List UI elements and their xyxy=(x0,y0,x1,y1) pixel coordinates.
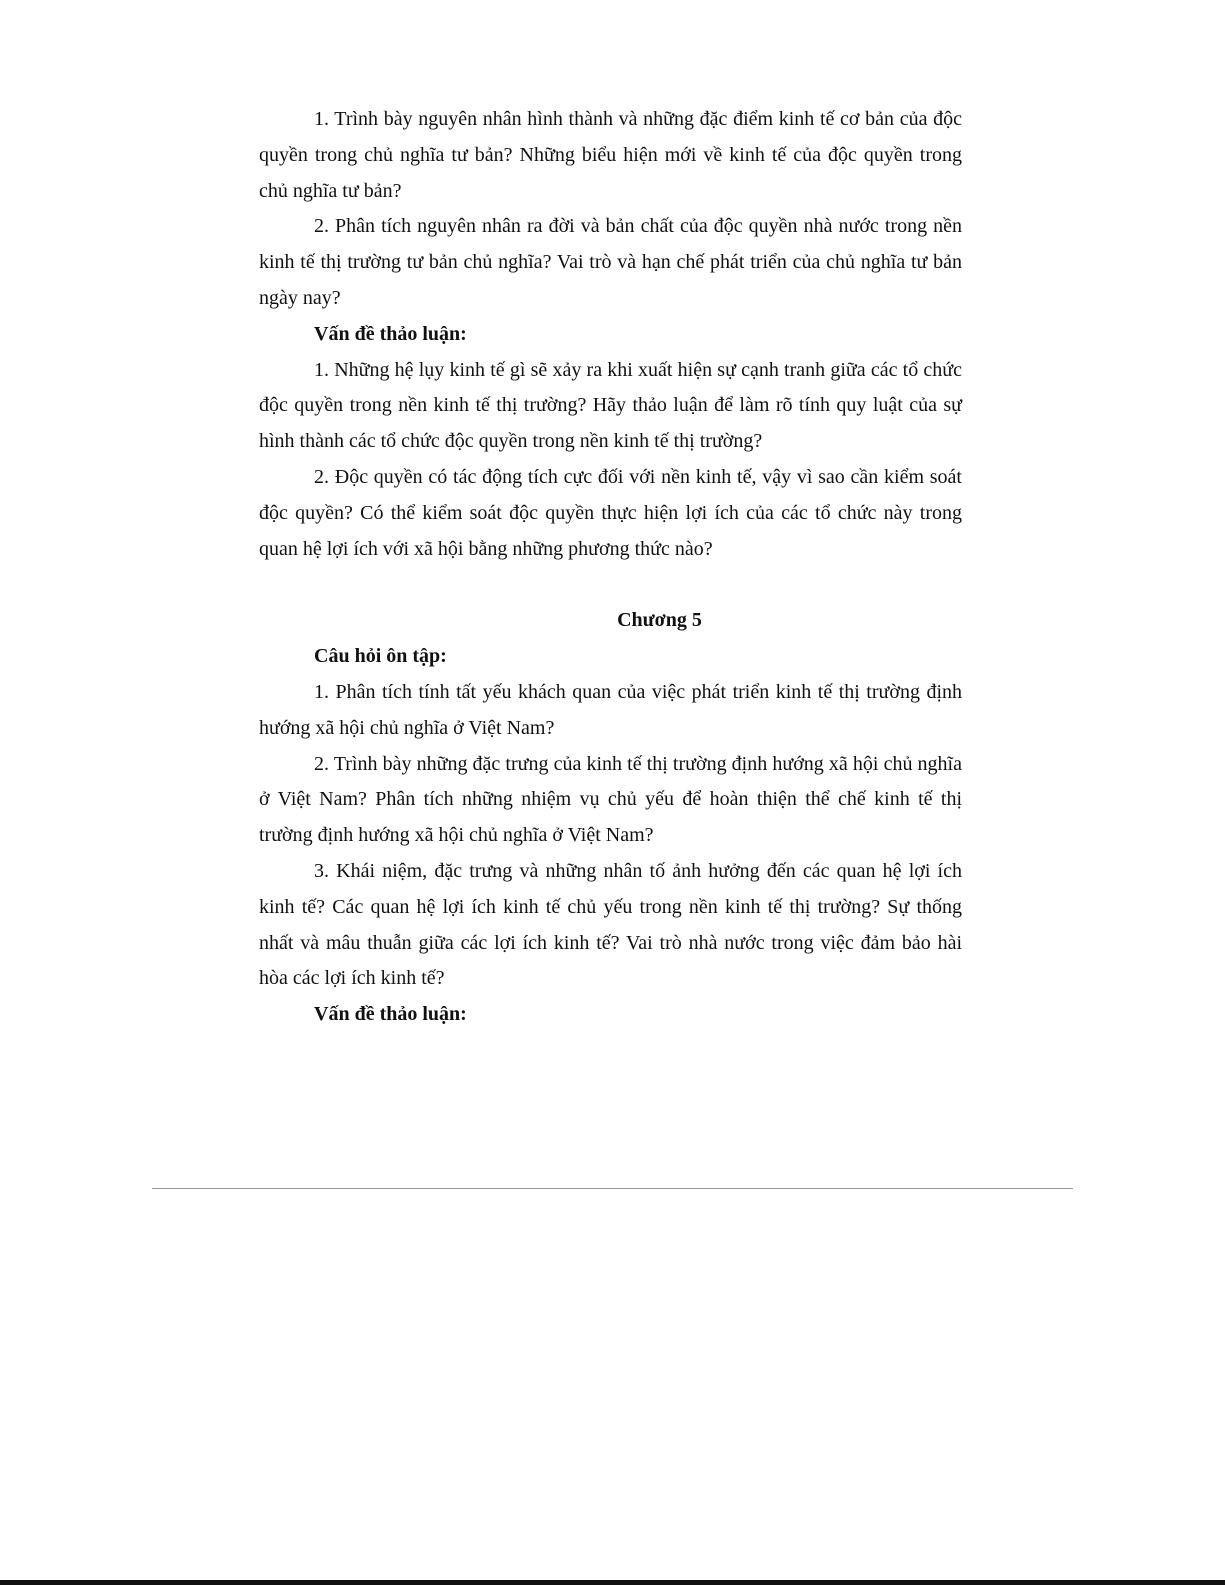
chapter5-review-question-1: 1. Phân tích tính tất yếu khách quan của việc phát triển kinh tế thị trường định hướng xã hội chủ nghĩa ở Việt Nam? xyxy=(259,680,962,739)
chapter-title: Chương 5 xyxy=(617,609,702,632)
discussion-question-2: 2. Độc quyền có tác động tích cực đối với nền kinh tế, vậy vì sao cần kiểm soát độc quyền? Có thể kiểm soát độc quyền thực hiện lợi ích của các tổ chức này trong quan hệ lợi ích với xã hội bằng những phương thức nào? xyxy=(259,465,962,560)
page-divider xyxy=(152,1188,1073,1189)
bottom-border xyxy=(0,1580,1225,1585)
review-question-2: 2. Phân tích nguyên nhân ra đời và bản chất của độc quyền nhà nước trong nền kinh tế thị trường tư bản chủ nghĩa? Vai trò và hạn chế phát triển của chủ nghĩa tư bản ngày nay? xyxy=(259,215,962,309)
chapter5-discussion-heading: Vấn đề thảo luận: xyxy=(314,1003,467,1026)
review-question-1: 1. Trình bày nguyên nhân hình thành và những đặc điểm kinh tế cơ bản của độc quyền trong chủ nghĩa tư bản? Những biểu hiện mới về kinh tế của độc quyền trong chủ nghĩa tư bản? xyxy=(259,108,962,202)
discussion-heading: Vấn đề thảo luận: xyxy=(314,322,467,345)
discussion-question-1: 1. Những hệ lụy kinh tế gì sẽ xảy ra khi xuất hiện sự cạnh tranh giữa các tổ chức độc quyền trong nền kinh tế thị trường? Hãy thảo luận để làm rõ tính quy luật của sự hình thành các tổ chức độc quyền trong nền kinh tế thị trường? xyxy=(259,358,962,453)
chapter5-review-question-2: 2. Trình bày những đặc trưng của kinh tế thị trường định hướng xã hội chủ nghĩa ở Việt Nam? Phân tích những nhiệm vụ chủ yếu để hoàn thiện thể chế kinh tế thị trường định hướng xã hội chủ nghĩa ở Việt Nam? xyxy=(259,752,962,847)
chapter5-review-heading: Câu hỏi ôn tập: xyxy=(314,645,447,668)
chapter5-review-question-3: 3. Khái niệm, đặc trưng và những nhân tố ảnh hưởng đến các quan hệ lợi ích kinh tế? Các quan hệ lợi ích kinh tế chủ yếu trong nền kinh tế thị trường? Sự thống nhất và mâu thuẫn giữa các lợi ích kinh tế? Vai trò nhà nước trong việc đảm bảo hài hòa các lợi ích kinh tế? xyxy=(259,859,962,990)
document-body xyxy=(259,102,962,1033)
